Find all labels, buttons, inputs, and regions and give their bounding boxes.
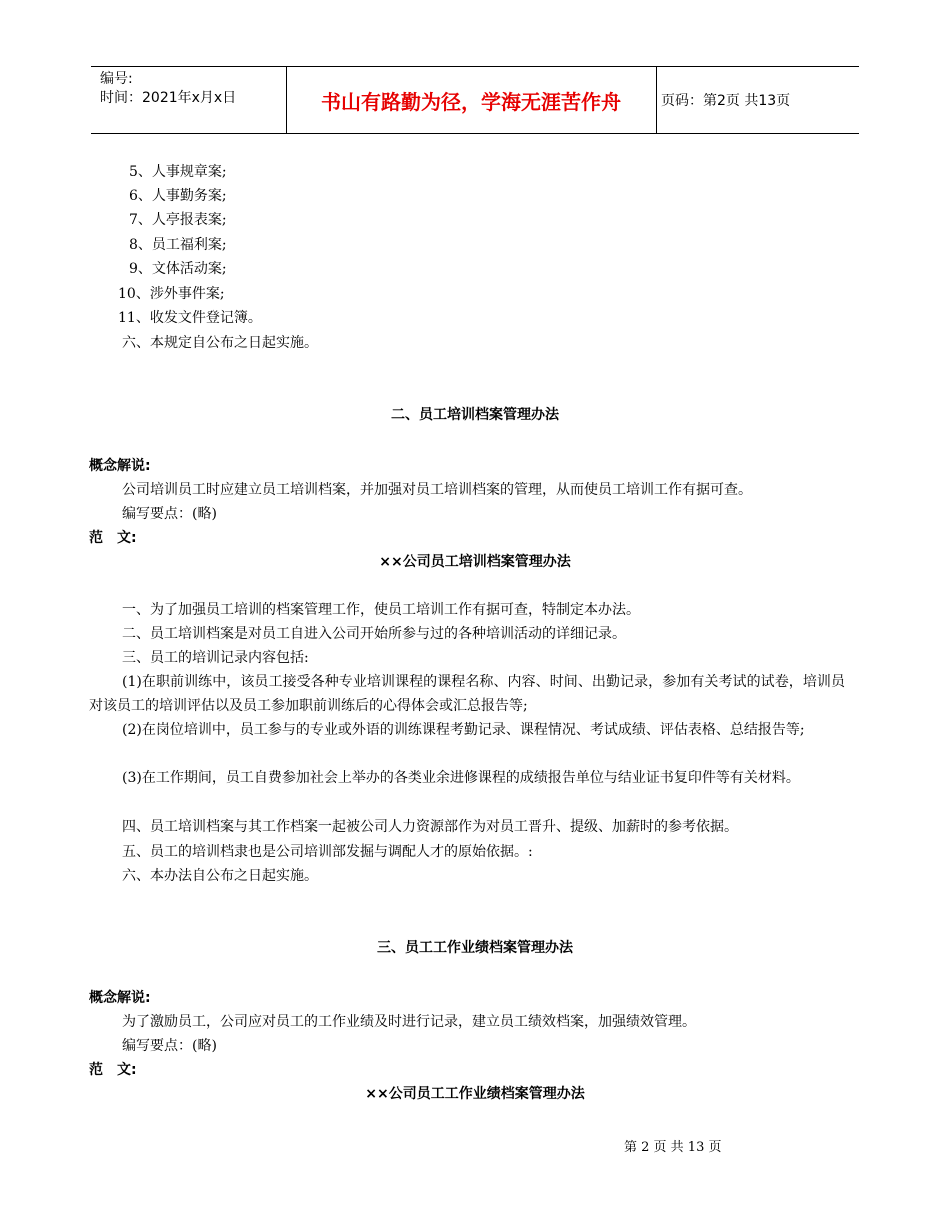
page-footer: 第 2 页 共 13 页 <box>624 1140 722 1155</box>
paragraph: 二、员工培训档案是对员工自进入公司开始所参与过的各种培训活动的详细记录。 <box>122 626 626 642</box>
paragraph: 五、员工的培训档隶也是公司培训部发掘与调配人才的原始依据。: <box>122 844 533 860</box>
list-item: 11、收发文件登记簿。 <box>118 310 262 326</box>
page-header <box>91 66 859 134</box>
header-divider <box>656 67 657 133</box>
paragraph: 六、本办法自公布之日起实施。 <box>122 868 318 884</box>
list-item: 6、人事勤务案; <box>129 188 227 204</box>
key-points: 编写要点：(略) <box>122 1038 217 1054</box>
list-item: 10、涉外事件案; <box>118 286 225 302</box>
header-meta <box>100 70 236 108</box>
paragraph: (3)在工作期间，员工自费参加社会上举办的各类业余进修课程的成绩报告单位与结业证书复印件等有关材料。 <box>122 770 800 786</box>
key-points: 编写要点：(略) <box>122 506 217 522</box>
header-number-label: 编号: <box>100 71 133 87</box>
paragraph: 四、员工培训档案与其工作档案一起被公司人力资源部作为对员工晋升、提级、加薪时的参考依据。 <box>122 819 738 835</box>
list-item: 8、员工福利案; <box>129 237 227 253</box>
paragraph: 三、员工的培训记录内容包括: <box>122 650 309 666</box>
paragraph: (2)在岗位培训中，员工参与的专业或外语的训练课程考勤记录、课程情况、考试成绩、评估表格、总结报告等; <box>122 722 805 738</box>
header-time-label: 时间：2021年x月x日 <box>100 90 237 106</box>
list-item: 5、人事规章案; <box>129 164 227 180</box>
header-page-label: 页码：第2页 共13页 <box>661 93 791 109</box>
example-label: 范 文: <box>89 1062 137 1078</box>
document-title: ××公司员工培训档案管理办法 <box>379 554 571 570</box>
concept-text: 公司培训员工时应建立员工培训档案，并加强对员工培训档案的管理，从而使员工培训工作有据可查。 <box>122 482 752 498</box>
list-item: 7、人亭报表案; <box>129 212 227 228</box>
list-item: 9、文体活动案; <box>129 261 227 277</box>
paragraph: 一、为了加强员工培训的档案管理工作，使员工培训工作有据可查，特制定本办法。 <box>122 602 640 618</box>
section-title: 三、员工工作业绩档案管理办法 <box>377 940 573 956</box>
example-label: 范 文: <box>89 530 137 546</box>
paragraph: (1)在职前训练中，该员工接受各种专业培训课程的课程名称、内容、时间、出勤记录，参加有关考试的试卷，培训员对该员工的培训评估以及员工参加职前训练后的心得体会或汇总报告等; <box>89 674 845 714</box>
header-motto: 书山有路勤为径，学海无涯苦作舟 <box>321 89 621 114</box>
document-title: ××公司员工工作业绩档案管理办法 <box>365 1086 585 1102</box>
section-title: 二、员工培训档案管理办法 <box>391 407 559 423</box>
concept-text: 为了激励员工，公司应对员工的工作业绩及时进行记录，建立员工绩效档案，加强绩效管理。 <box>122 1014 696 1030</box>
concept-label: 概念解说: <box>89 990 151 1006</box>
concept-label: 概念解说: <box>89 458 151 474</box>
rule-paragraph: 六、本规定自公布之日起实施。 <box>122 335 318 351</box>
